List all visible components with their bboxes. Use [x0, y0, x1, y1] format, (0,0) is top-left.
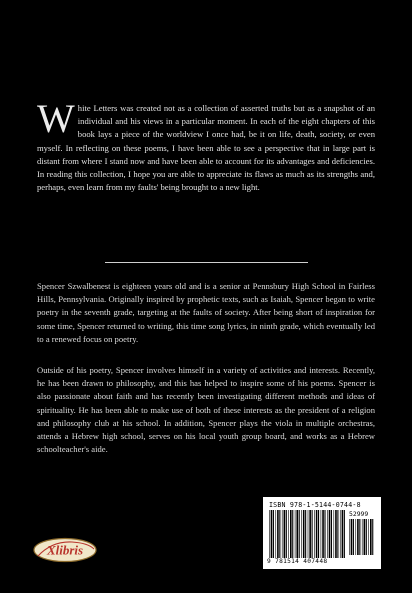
divider [105, 262, 308, 263]
addon-barcode-icon [349, 519, 375, 555]
blurb-text: hite Letters was created not as a collection of asserted truths but as a snapshot of an individual and his views in a particular moment. In each of the eight chapters of this book lays a piece of the worldview I once had, be it on life, death, society, or even myself. In reflecting on these poems, I have been able to see a perspective that in large part is distant from where I stand now and have been able to account for its advantages and deficiencies. In reading this collection, I hope you are able to appreciate its flaws as much as its strengths and, perhaps, even learn from my faults' being brought to a new light. [37, 103, 375, 193]
isbn-label: ISBN 978-1-5144-0744-8 [269, 501, 361, 509]
barcode-digits: 9 781514 407448 [267, 558, 328, 565]
xlibris-logo [32, 537, 98, 563]
author-bio-paragraph-1: Spencer Szwalbenest is eighteen years old and is a senior at Pennsbury High School in Fairless Hills, Pennsylvania. Originally inspired by prophetic texts, such as Isaiah, Spencer began to write poetry in the seventh grade, targeting at the faults of society. After being short of inspiration for some time, Spencer returned to writing, this time song lyrics, in ninth grade, which eventually led to a renewed focus on poetry. [37, 281, 375, 344]
barcode-panel [263, 497, 381, 569]
drop-cap: W [37, 96, 75, 141]
barcode-icon [269, 510, 345, 558]
price-code: 52999 [349, 510, 369, 518]
author-bio-paragraph-2: Outside of his poetry, Spencer involves himself in a variety of activities and interests. Recently, he has been drawn to philosophy, and this has helped to inspire some of his poems. Spencer is also passionate about faith and has recently been investigating different methods and ideas of spirituality. He has been able to make use of both of these interests as the president of a religion and philosophy club at his school. In addition, Spencer plays the viola in multiple orchestras, attends a Hebrew high school, serves on his local youth group board, and works as a Hebrew schoolteacher's aide. [37, 365, 375, 455]
logo-text: Xlibris [46, 542, 84, 558]
book-blurb [37, 96, 375, 194]
